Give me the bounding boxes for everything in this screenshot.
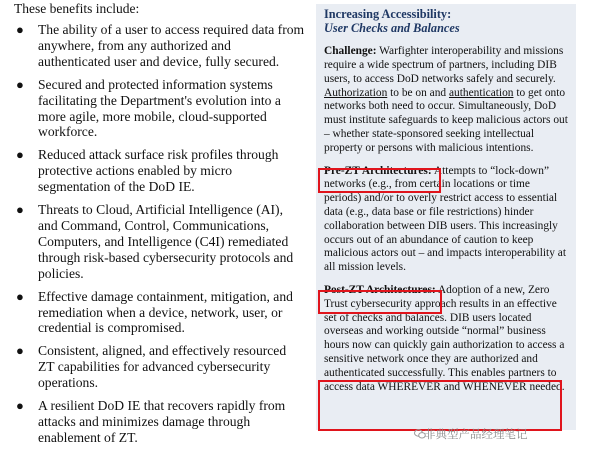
- watermark: 非典型产品经理笔记: [424, 427, 528, 441]
- sidebar-title: Increasing Accessibility:: [324, 7, 452, 21]
- list-item: ● Threats to Cloud, Artificial Intelligence (AI), and Command, Control, Communications, Computers, and Intelligence (C4I) remediated through risk-based cybersecurity protocols and policies.: [16, 202, 294, 281]
- bullet-icon: ●: [16, 76, 24, 92]
- pre-zt-highlight: [318, 168, 441, 193]
- accessibility-sidebar: [316, 4, 576, 430]
- authorization-term: Authorization: [324, 86, 388, 99]
- bullet-icon: ●: [16, 288, 24, 304]
- benefits-list: [0, 22, 305, 453]
- sidebar-subtitle: User Checks and Balances: [324, 20, 460, 35]
- benefits-intro: These benefits include:: [14, 1, 140, 16]
- challenge-paragraph: Challenge: Warfighter interoperability and missions require a wide spectrum of partners, including DIB users, to access DoD networks safely and securely. Authorization to be on and authentication to get onto networks both need to occur. Simultaneously, DoD must institute safeguards to keep malicious actors out – whether state-sponsored seeking intellectual property or persons with malicious intentions.: [324, 45, 568, 154]
- challenge-heading: Challenge:: [324, 45, 377, 58]
- list-item: ● Reduced attack surface risk profiles through protective actions enabled by micro segmentation of the DoD IE.: [16, 147, 279, 195]
- post-zt-highlight: [318, 290, 442, 314]
- list-item: ● Consistent, aligned, and effectively resourced ZT capabilities for advanced cybersecurity operations.: [16, 343, 287, 391]
- pre-zt-paragraph: Pre-ZT Architectures: Attempts to “lock-down” networks (e.g., from certain locations or time periods) and/or to overly restrict access to essential data (e.g., data base or file restrictions) hinder collaboration between DIB users. This increasingly occurs out of an abundance of caution to keep malicious actors out – and impacts interoperability at all mission levels.: [324, 164, 566, 274]
- bullet-icon: ●: [16, 147, 24, 163]
- post-zt-heading: Post-ZT Architectures:: [324, 283, 436, 296]
- post-zt-paragraph: Post-ZT Architectures: Adoption of a new, Zero Trust cybersecurity approach results in an effective set of checks and balances. DIB users located overseas and working outside “normal” business hours now can quickly gain authorization to access a sensitive network once they are authorized and authenticated successfully. This enables partners to access data WHEREVER and WHENEVER needed.: [324, 283, 565, 393]
- pre-zt-heading: Pre-ZT Architectures:: [324, 164, 432, 177]
- bullet-icon: ●: [16, 202, 24, 218]
- list-item: ● Effective damage containment, mitigation, and remediation when a device, network, user, or credential is compromised.: [16, 288, 293, 336]
- list-item: ● A resilient DoD IE that recovers rapidly from attacks and minimizes damage through enablement of ZT.: [16, 398, 286, 445]
- authentication-term: authentication: [448, 86, 514, 99]
- list-item: ● The ability of a user to access required data from anywhere, from any authorized and authenticated user and device, fully secured.: [16, 22, 305, 69]
- bullet-icon: ●: [16, 22, 24, 37]
- list-item: ● Secured and protected information systems facilitating the Department's evolution into a more agile, more mobile, cloud-supported workforce.: [16, 76, 281, 140]
- bullet-icon: ●: [16, 343, 24, 359]
- sidebar-content: [324, 8, 570, 403]
- bullet-icon: ●: [16, 398, 24, 414]
- enables-partners-highlight: [318, 380, 562, 431]
